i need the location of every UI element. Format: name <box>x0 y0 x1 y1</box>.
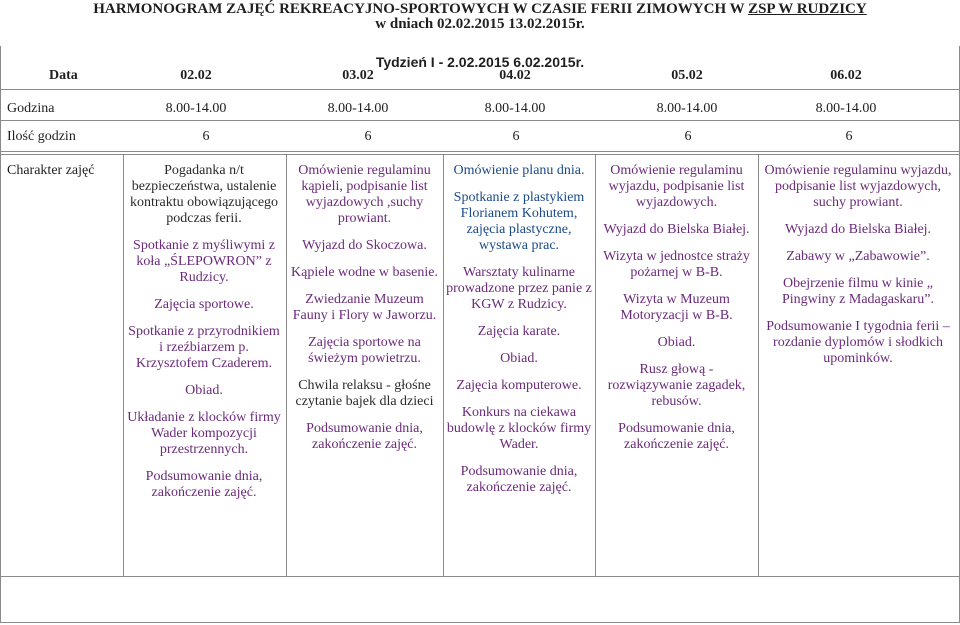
date-label: Data <box>49 68 78 83</box>
date-day-1: 02.02 <box>180 68 212 83</box>
activity-item: Zabawy w „Zabawowie”. <box>786 249 930 264</box>
count-day-1: 6 <box>202 129 210 144</box>
day-3-activities <box>445 163 593 507</box>
column-divider <box>595 154 596 576</box>
divider <box>1 151 959 152</box>
date-day-3: 04.02 <box>499 68 531 83</box>
divider <box>1 120 959 121</box>
count-label: Ilość godzin <box>7 129 76 144</box>
activity-item: Pogadanka n/t bezpieczeństwa, ustalenie kontraktu obowiązującego podczas ferii. <box>129 163 279 226</box>
divider <box>1 154 959 155</box>
activity-item: Podsumowanie dnia, zakończenie zajęć. <box>460 464 578 495</box>
activity-item: Kąpiele wodne w basenie. <box>291 265 438 280</box>
hours-day-4: 8.00-14.00 <box>656 101 718 116</box>
activity-item: Podsumowanie dnia, zakończenie zajęć. <box>306 421 423 452</box>
activity-item: Spotkanie z przyrodnikiem i rzeźbiarzem p. Krzysztofem Czaderem. <box>128 324 280 371</box>
activity-item: Wizyta w Muzeum Motoryzacji w B-B. <box>620 292 733 323</box>
hours-day-3: 8.00-14.00 <box>484 101 546 116</box>
day-4-activities <box>597 163 756 464</box>
count-row <box>1 129 959 149</box>
activity-item: Omówienie planu dnia. <box>453 163 585 178</box>
count-day-4: 6 <box>684 129 692 144</box>
date-day-2: 03.02 <box>342 68 374 83</box>
activity-item: Podsumowanie dnia, zakończenie zajęć. <box>145 469 263 500</box>
count-day-2: 6 <box>364 129 372 144</box>
activity-item: Podsumowanie dnia, zakończenie zajęć. <box>618 421 735 452</box>
activity-item: Zajęcia sportowe na świeżym powietrzu. <box>308 335 421 366</box>
school-name: ZSP W RUDZICY <box>748 1 867 17</box>
activity-item: Spotkanie z plastykiem Florianem Kohutem, zajęcia plastyczne, wystawa prac. <box>453 190 585 253</box>
divider <box>1 576 959 577</box>
day-5-activities <box>760 163 956 378</box>
activity-item: Zwiedzanie Muzeum Fauny i Flory w Jaworzu. <box>292 292 437 323</box>
hours-day-1: 8.00-14.00 <box>165 101 227 116</box>
week-heading: Tydzień I - 2.02.2015 6.02.2015r. <box>375 54 585 70</box>
hours-row <box>1 101 959 121</box>
divider <box>1 89 959 90</box>
activity-item: Omówienie regulaminu wyjazdu, podpisanie list wyjazdowych, suchy prowiant. <box>764 163 952 210</box>
activity-item: Wyjazd do Skoczowa. <box>302 238 427 253</box>
date-day-5: 06.02 <box>830 68 862 83</box>
activity-item: Wyjazd do Bielska Białej. <box>784 222 932 237</box>
activity-item: Obiad. <box>657 335 696 350</box>
activity-item: Zajęcia karate. <box>477 324 561 339</box>
activity-item: Układanie z klocków firmy Wader kompozycji przestrzennych. <box>127 410 281 457</box>
activity-item: Wizyta w jednostce straży pożarnej w B-B. <box>603 249 750 280</box>
count-day-5: 6 <box>845 129 853 144</box>
activity-item: Obejrzenie filmu w kinie „ Pingwiny z Madagaskaru”. <box>781 276 935 307</box>
activity-item: Konkurs na ciekawa budowlę z klocków firmy Wader. <box>446 405 592 452</box>
activity-item: Zajęcia sportowe. <box>154 297 254 312</box>
date-day-4: 05.02 <box>671 68 703 83</box>
type-label: Charakter zajęć <box>7 163 95 178</box>
activity-item: Obiad. <box>185 383 223 398</box>
activity-item: Omówienie regulaminu kąpieli, podpisanie list wyjazdowych ,suchy prowiant. <box>298 163 431 226</box>
column-divider <box>443 154 444 576</box>
document-title <box>0 2 960 32</box>
date-row <box>1 68 959 88</box>
hours-day-2: 8.00-14.00 <box>327 101 389 116</box>
activity-item: Wyjazd do Bielska Białej. <box>603 222 750 237</box>
column-divider <box>758 154 759 576</box>
activity-item: Warsztaty kulinarne prowadzone przez panie z KGW z Rudzicy. <box>446 265 592 312</box>
activity-item: Obiad. <box>500 351 538 366</box>
activity-item: Spotkanie z myśliwymi z koła „ŚLEPOWRON” z Rudzicy. <box>133 238 275 285</box>
activity-item: Rusz głową - rozwiązywanie zagadek, rebusów. <box>607 362 746 409</box>
activity-item: Zajęcia komputerowe. <box>456 378 582 393</box>
count-day-3: 6 <box>512 129 520 144</box>
hours-label: Godzina <box>7 101 55 116</box>
title-line-1: HARMONOGRAM ZAJĘĆ REKREACYJNO-SPORTOWYCH W CZASIE FERII ZIMOWYCH W <box>93 1 749 17</box>
title-line-2: w dniach 02.02.2015 13.02.2015r. <box>375 16 585 32</box>
schedule-table <box>0 46 960 623</box>
hours-day-5: 8.00-14.00 <box>815 101 877 116</box>
column-divider <box>123 154 124 576</box>
day-1-activities <box>125 163 283 512</box>
activity-item: Chwila relaksu - głośne czytanie bajek dla dzieci <box>295 378 434 409</box>
day-2-activities <box>288 163 441 464</box>
activity-item: Podsumowanie I tygodnia ferii – rozdanie dyplomów i słodkich upominków. <box>766 319 950 366</box>
activity-item: Omówienie regulaminu wyjazdu, podpisanie list wyjazdowych. <box>608 163 745 210</box>
column-divider <box>286 154 287 576</box>
